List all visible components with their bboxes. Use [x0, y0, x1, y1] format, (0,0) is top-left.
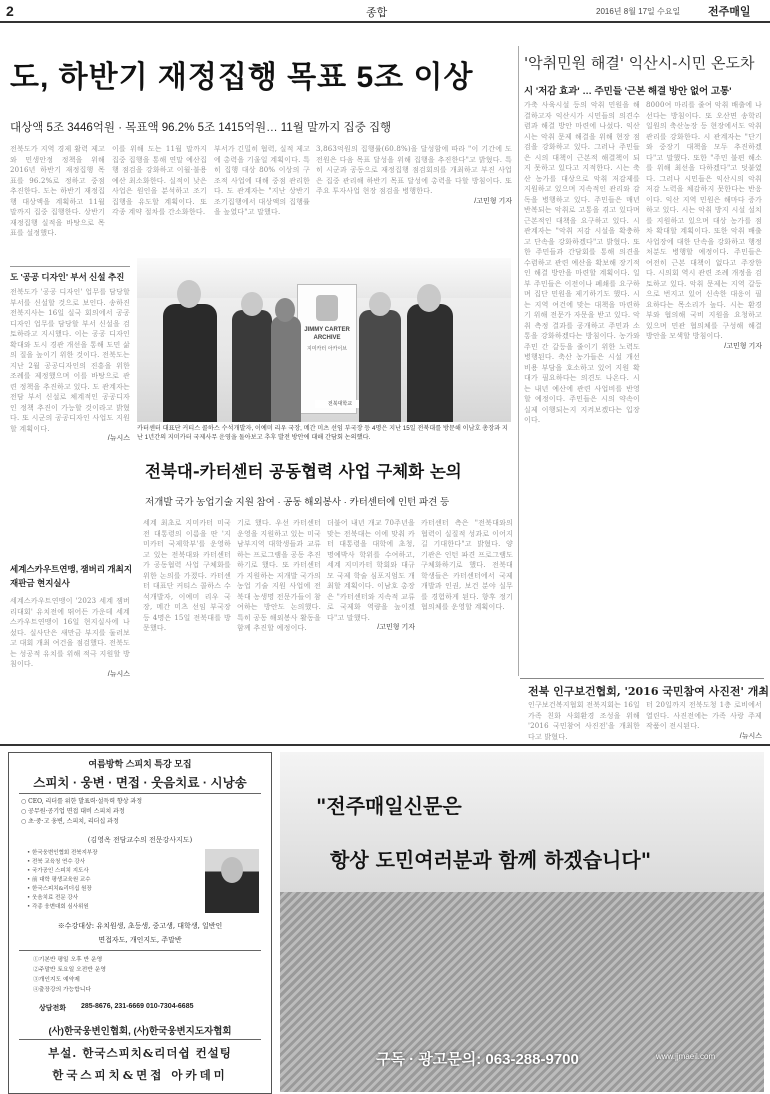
brand-name: 전주매일: [708, 6, 751, 18]
ad-contact: 구독 · 광고문의: 063-288-9700: [376, 1051, 579, 1068]
side-story-subtitle: 시 '저감 효과' … 주민들 '근본 해결 방안 없어 고통': [524, 86, 732, 97]
teacher-photo: [205, 849, 259, 913]
sidebar-title-1: 도 '공공 디자인' 부서 신설 추진: [10, 272, 125, 282]
archive-banner: [297, 284, 357, 414]
ad-students: ※수강대상: 유치원생, 초등생, 중고생, 대학생, 일반인: [57, 922, 223, 930]
credential-1: • 한국웅변인협회 전북지부장: [27, 850, 98, 856]
lead-body-col2: 이를 위해 도는 11월 말까지 집중 집행을 통해 연말 예산집행 점검을 강화하고 이월·불용예산 최소화한다. 실적이 낮은 사업은 원인을 분석하고 조기 집행을 유도할 계획이다. 또 각종 계약 절차를 간소화한다.: [112, 145, 207, 216]
lead-body-col4: 3,863억원의 집행률(60.8%)을 달성함에 따라 "이 기간에 도 전원은 다음 목표 달성을 위해 집행을 추진한다"고 밝혔다. 특히 시군과 공동으로 재정집행 점검회의를 개최하고 부진 사업은 집중 관리해 하반기 목표 달성에 총력을 다할 방침이다. 또 주요 투자사업 현장 점검을 병행한다. /고민형 기자: [316, 144, 512, 254]
story3-col1: 인구보건복지협회 전북지회는 16일 가족 친화 사회환경 조성을 위해 '2016 국민참여 사진전'을 개최한다고 밝혔다.: [528, 701, 640, 741]
credential-3-text: 국가공인 스피치 지도사: [32, 868, 89, 874]
person-5-head: [417, 284, 441, 312]
credential-6-text: 웃음치료 전문 강사: [32, 895, 79, 901]
schedule-1: ①기본반 평일 오후 반 운영: [33, 957, 103, 963]
section-label: 종합: [366, 7, 388, 19]
person-3-head: [275, 298, 295, 322]
credential-2-text: 전북 교육청 연수 강사: [32, 859, 86, 865]
banner-title: JIMMY CARTER: [304, 327, 350, 333]
side-story-title: '악취민원 해결' 익산시-시민 온도차: [524, 54, 755, 72]
story2-col4: 카터센터 측은 "전북대와의 협력이 실질적 성과로 이어지길 기대한다"고 밝혔다. 양 기관은 인턴 파견 프로그램도 구체화하기로 했다. 전북대 학생들은 카터센터에서 국제 개발과 인권, 보건 분야 실무를 경험하게 된다. 향후 정기 협의체를 운영할 계획이다.: [421, 519, 513, 611]
schedule-3: ③개인지도 예약제: [33, 977, 80, 983]
banner-korean: 지미카터 아카이브: [306, 346, 348, 352]
story2-subhead: 저개발 국가 농업기술 지원 참여 · 공동 해외봉사 · 카터센터에 인턴 파견 등: [145, 497, 450, 508]
story2-col1: 세계 최초로 지미카터 미국 전 대통령의 이름을 딴 '지미카터 국제학부'를 운영하고 있는 전북대와 카터센터가 공동협력 사업 구체화를 위한 논의를 가졌다. 카터센터 대표단 커티스 콜하스 수석개발자, 이예미 리우 국장, 메간 미츠 선임 부국장 등 4명은 15일 전북대를 방문했다.: [143, 519, 231, 632]
ad-footer-1: 부설. 한국스피치&리더쉽 컨설팅: [48, 1046, 232, 1060]
ad-bullet-1: ○ CEO, 리더를 위한 발표력·설득력 향상 과정: [21, 798, 142, 805]
ad-bullet-list: [21, 797, 261, 827]
person-2: [232, 310, 272, 422]
page-header: [0, 0, 770, 22]
story3-rule: [520, 678, 764, 679]
person-5: [407, 304, 453, 422]
portrait-image: [316, 295, 338, 321]
ad-targets: 면접자도, 개인지도, 주말반: [98, 936, 182, 944]
speech-academy-ad: [8, 752, 272, 1094]
credential-5-text: 한국스피치&리더십 원장: [32, 886, 92, 892]
ad-top-label: 여름방학 스피치 특강 모집: [88, 759, 192, 769]
credential-4: • 前 대학 평생교육원 교수: [27, 877, 91, 883]
story3-byline: /뉴시스: [739, 732, 762, 740]
credential-1-text: 한국웅변인협회 전북지부장: [32, 850, 98, 856]
sidebar-byline-2: /뉴시스: [107, 670, 130, 678]
schedule-2: ②주말반 토요일 오전반 운영: [33, 967, 106, 973]
lead-headline: 도, 하반기 재정집행 목표 5조 이상: [10, 61, 474, 94]
ad-rule-2: [19, 950, 261, 951]
ad-credentials: [27, 849, 197, 912]
sidebar-byline-1: /뉴시스: [107, 435, 130, 442]
ad-slogan-1: "전주매일신문은: [316, 794, 462, 818]
ad-bullet-2: ○ 공무원·공기업 면접 대비 스피치 과정: [21, 808, 125, 815]
ad-bullet-3-text: 초·중·고 웅변, 스피치, 리더십 과정: [28, 818, 119, 825]
phone-label: 상담전화: [39, 1005, 67, 1012]
newspaper-ad: [280, 752, 764, 1092]
ad-rule-3: [19, 1039, 261, 1040]
banner-subtitle: ARCHIVE: [313, 335, 341, 341]
teacher-head: [221, 857, 243, 883]
lead-subhead: 대상액 5조 3446억원 · 목표액 96.2% 5조 1415억원… 11월 말까지 집중 집행: [10, 122, 392, 134]
ad-divider: [0, 744, 770, 746]
person-1: [163, 304, 217, 422]
sidebar-body-1: 전북도가 '공공 디자인' 업무를 담당할 부서를 신설할 것으로 보인다. 송하진 전북지사는 16일 실국 회의에서 공공디자인 업무를 담당할 부서 신설을 검토하라고 지시했다. 이는 공공 디자인 확대와 도시 경관 개선을 통해 도민 삶의 질을 높이기 위한 것이다. 전북도는 지난 2월 공공디자인의 진흥을 위한 조례를 제정했으며 이를 바탕으로 관련 정책을 추진하고 있다. 도 관계자는 전담 부서 신설로 체계적인 공공디자인 정책 추진이 가능할 것이라고 밝혔다. 또 시군의 공공디자인 사업도 지원할 계획이다. /뉴시스: [10, 287, 130, 537]
story2-col2: 기로 했다. 우선 카터센터 운영을 지원하고 있는 미국 남부지역 대학생들과 교류하는 프로그램을 공동 추진하기로 했다. 또 카터센터가 지원하는 저개발 국가의 농업 기술 지원 사업에 전북대 농생명 전문가들이 참여하는 방안도 논의했다. 특히 공동 해외봉사 활동을 함께 추진할 예정이다.: [237, 519, 321, 632]
ad-schedule: [33, 955, 261, 995]
person-4-head: [369, 292, 391, 316]
sidebar-rule: [10, 266, 130, 267]
story3-headline: 전북 인구보건협회, '2016 국민참여 사진전' 개최: [528, 685, 769, 698]
side-story-col2: 8000여 마리를 줄여 악취 배출에 나선다는 방침이다. 또 오산면 송학리 일원의 축산농장 등 현장에서도 악취 관리를 강화한다. 시 관계자는 "단기와 중장기 대책을 모두 추진하겠다"고 말했다. 또한 "주민 불편 해소를 위해 최선을 다하겠다"고 덧붙였다. 그러나 시민들은 익산시의 악취 저감 노력을 체감하지 못한다는 반응이다. 익산 지역 민원은 해마다 증가하고 있다. 시는 악취 방지 시설 설치를 지원하고 있으며 대상 농가를 점차 확대할 계획이다. 또한 악취 배출 사업장에 대한 단속을 강화하고 행정처분도 병행할 예정이다. 주민들은 여전히 근본 대책이 없다고 주장한다. 시의회 역시 관련 조례 개정을 검토하고 있다. 악취 문제는 지역 갈등으로 번지고 있어 신속한 대응이 필요하다는 목소리가 높다. 시는 환경부와 협의해 국비 지원을 요청하고 있으며 민관 협의체를 구성해 해결 방안을 모색할 방침이다. /고민형 기자: [646, 100, 762, 676]
credential-7: • 각종 웅변대회 심사위원: [27, 904, 89, 910]
ad-url[interactable]: www.jjmaeil.com: [656, 1052, 716, 1061]
ad-headline: 스피치 · 웅변 · 면접 · 웃음치료 · 시낭송: [33, 776, 247, 790]
side-story-byline: /고민형 기자: [724, 342, 762, 350]
column-rule: [518, 46, 519, 676]
credential-7-text: 각종 웅변대회 심사위원: [32, 904, 89, 910]
story2-byline: /고민형 기자: [377, 624, 415, 631]
ad-teacher-title: (김영옥 전담교수의 전문강사지도): [87, 836, 193, 844]
credential-3: • 국가공인 스피치 지도사: [27, 868, 89, 874]
story2-col3: 더불어 내년 개교 70주년을 맞는 전북대는 이에 맞춰 카터 대통령을 대학에 초청, 명예박사 학위를 수여하고, 세계 지미카터 학회와 대규모 국제 학술 심포지엄도 개최할 계획이다. 이남호 총장은 "카터센터와 지속적 교류로 국제화 역량을 높이겠다"고 말했다. /고민형 기자: [327, 518, 415, 738]
lead-byline: /고민형 기자: [474, 197, 512, 205]
side-story-col1: 가축 사육시설 등의 악취 민원을 해결하고자 익산시가 시민들의 의견수렴과 해결 방안 마련에 나섰다. 익산시는 악취 문제 해결을 위해 현장 점검을 강화하고 있다. 그러나 주민들은 시의 대책이 근본적 해결책이 되지 못하고 있다고 지적한다. 시는 축산 농가를 대상으로 악취 저감제를 지원하고 있으며 지속적인 관리와 감독을 병행하고 있다. 주민들은 매년 반복되는 악취로 고통을 겪고 있다며 근본적인 대책을 요구하고 있다. 시 관계자는 "악취 저감 시설을 확충하고 단속을 강화하겠다"고 밝혔다. 또한 주민들과 간담회를 통해 의견을 수렴하고 관련 예산을 확보해 장기적인 해결 방안을 마련할 계획이다. 일부 주민들은 이전이나 폐쇄를 요구하며 집단 민원을 제기하기도 했다. 시는 지역 여건에 맞는 대책을 마련하기 위해 전문가 자문을 받고 있다. 악취 측정 결과를 공개하고 주민과 소통을 강화하겠다는 방침이다. 농가와 주민 간 갈등을 줄이기 위한 노력도 병행된다. 축산 농가들은 시설 개선 비용 부담을 호소하고 있어 지원 확대가 필요하다는 의견도 나온다. 시는 내년 예산에 관련 사업비를 반영할 예정이다. 주민들은 시의 약속이 실제 이행되는지 지켜보겠다는 입장이다.: [524, 101, 640, 424]
person-3: [271, 316, 301, 422]
person-4: [359, 310, 401, 422]
sidebar-title-2: 세계스카우트연맹, 잼버리 개최지 재판금 현지실사: [10, 564, 133, 588]
credential-5: • 한국스피치&리더십 원장: [27, 886, 92, 892]
ad-rule-1: [19, 793, 261, 794]
ad-org-name: (사)한국웅변인협회, (사)한국웅변지도자협회: [48, 1026, 232, 1037]
photo-caption: 카터센터 대표단 커티스 콜하스 수석개발자, 이예미 리우 국장, 메간 미츠 선임 부국장 등 4명은 지난 15일 전북대를 방문해 이남호 총장과 지난 1년간의 지미카터 국제사무 운영을 돌아보고 추후 발전 방안에 대해 간담회 논의했다.: [137, 425, 508, 441]
ad-slogan-2: 항상 도민여러분과 함께 하겠습니다": [330, 848, 652, 872]
lead-body-col3: 부서가 긴밀히 협력, 실적 제고에 총력을 기울일 계획이다. 특히 집행 대상 80% 이상의 구조적 사업에 대해 중점 관리한다. 도 관계자는 "지난 상반기 조기집행에서 대상액의 집행률을 높였다"고 말했다.: [214, 145, 310, 216]
person-1-head: [177, 280, 201, 308]
story3-col2: 터 20일까지 전북도청 1층 로비에서 열린다. 사진전에는 가족 사랑 주제 작품이 전시된다. /뉴시스: [646, 700, 762, 736]
ad-bullet-2-text: 공무원·공기업 면접 대비 스피치 과정: [28, 808, 125, 815]
issue-date: 2016년 8월 17일 수요일: [596, 7, 681, 16]
person-2-head: [241, 292, 263, 316]
news-photo: [137, 258, 511, 422]
sidebar-body-2: 세계스카우트연맹이 '2023 세계 잼버리대회' 유치전에 뛰어든 가운데 세계스카우트연맹이 16일 현지실사에 나섰다. 실사단은 새만금 부지를 둘러보고 대회 개최 여건을 점검했다. 전북도는 성공적 유치를 위해 적극 지원할 방침이다. /뉴시스: [10, 596, 130, 736]
podium-sign: 전북대학교: [315, 400, 365, 408]
credential-2: • 전북 교육청 연수 강사: [27, 859, 86, 865]
ad-footer-2: 한국스피치&면접 아카데미: [52, 1068, 228, 1082]
story2-headline: 전북대-카터센터 공동협력 사업 구체화 논의: [145, 462, 462, 481]
ad-bullet-3: ○ 초·중·고 웅변, 스피치, 리더십 과정: [21, 818, 119, 825]
ad-bullet-1-text: CEO, 리더를 위한 발표력·설득력 향상 과정: [28, 798, 142, 805]
schedule-4: ④출장강의 가능합니다: [33, 987, 92, 993]
header-rule: [0, 21, 770, 23]
credential-6: • 웃음치료 전문 강사: [27, 895, 79, 901]
phone-number: 285-8676, 231-6669 010-7304-6685: [81, 1003, 194, 1010]
lead-body-col1: 전북도가 지역 경제 활력 제고와 민생안정 정책을 위해 2016년 하반기 재정집행 목표를 96.2%로 정하고 중점 추진한다. 도는 하반기 재정집행 대상액을 계획하고 11월 말까지 집중 집행한다. 상반기 재정집행 실적을 바탕으로 목표를 설정했다.: [10, 145, 105, 237]
page-number: 2: [6, 3, 14, 19]
credential-4-text: 前 대학 평생교육원 교수: [32, 877, 91, 883]
